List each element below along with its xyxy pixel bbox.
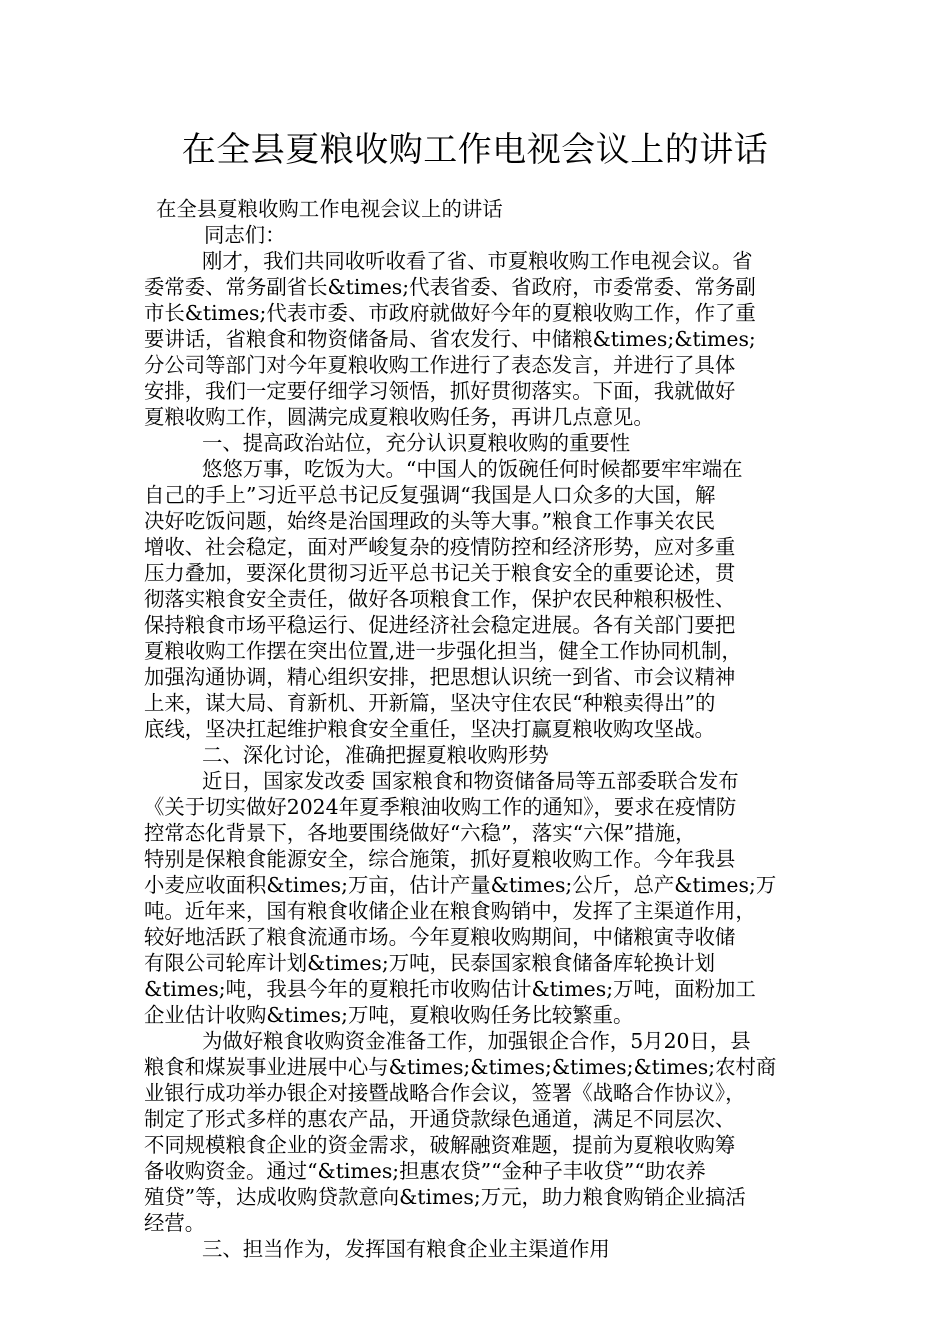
paragraph-list — [144, 248, 810, 1262]
text-line: 不同规模粮食企业的资金需求，破解融资难题，提前为夏粮收购筹 — [144, 1133, 736, 1157]
text-line: 有限公司轮库计划&times;万吨，民泰国家粮食储备库轮换计划 — [144, 951, 715, 975]
text-line: 保持粮食市场平稳运行、促进经济社会稳定进展。各有关部门要把 — [144, 613, 736, 637]
document-title: 在全县夏粮收购工作电视会议上的讲话 — [181, 130, 769, 170]
text-line: 较好地活跃了粮食流通市场。今年夏粮收购期间，中储粮寅寺收储 — [144, 925, 736, 949]
text-line: 彻落实粮食安全责任，做好各项粮食工作，保护农民种粮积极性、 — [144, 587, 736, 611]
text-line: 上来，谋大局、育新机、开新篇，坚决守住农民“种粮卖得出”的 — [144, 691, 716, 715]
text-line: 业银行成功举办银企对接暨战略合作会议，签署《战略合作协议》， — [144, 1081, 746, 1105]
paragraph — [144, 768, 810, 1028]
document-subtitle: 在全县夏粮收购工作电视会议上的讲话 — [156, 197, 503, 221]
text-line: 增收、社会稳定，面对严峻复杂的疫情防控和经济形势，应对多重 — [144, 535, 736, 559]
paragraph — [144, 248, 810, 430]
text-line: 殖贷”等，达成收购贷款意向&times;万元，助力粮食购销企业搞活 — [144, 1185, 746, 1209]
text-line: 二、深化讨论，准确把握夏粮收购形势 — [202, 743, 549, 767]
text-line: 安排，我们一定要仔细学习领悟，抓好贯彻落实。下面，我就做好 — [144, 379, 736, 403]
text-line: 为做好粮食收购资金准备工作，加强银企合作，5月20日，县 — [202, 1029, 751, 1053]
text-line: 悠悠万事，吃饭为大。“中国人的饭碗任何时候都要牢牢端在 — [202, 457, 743, 481]
text-line: 夏粮收购工作，圆满完成夏粮收购任务，再讲几点意见。 — [144, 405, 654, 429]
text-line: 要讲话，省粮食和物资储备局、省农发行、中储粮&times;&times; — [144, 327, 756, 351]
text-line: 加强沟通协调，精心组织安排，把思想认识统一到省、市会议精神 — [144, 665, 736, 689]
text-line: 委常委、常务副省长&times;代表省委、省政府，市委常委、常务副 — [144, 275, 756, 299]
section-heading — [144, 742, 810, 768]
text-line: 近日，国家发改委 国家粮食和物资储备局等五部委联合发布 — [202, 769, 739, 793]
paragraph — [144, 456, 810, 742]
text-line: 一、提高政治站位，充分认识夏粮收购的重要性 — [202, 431, 631, 455]
text-line: 控常态化背景下，各地要围绕做好“六稳”，落实“六保”措施， — [144, 821, 696, 845]
text-line: 压力叠加，要深化贯彻习近平总书记关于粮食安全的重要论述，贯 — [144, 561, 736, 585]
paragraph — [144, 1028, 810, 1236]
text-line: &times;吨，我县今年的夏粮托市收购估计&times;万吨，面粉加工 — [144, 977, 756, 1001]
section-heading — [144, 1236, 810, 1262]
text-line: 夏粮收购工作摆在突出位置,进一步强化担当，健全工作协同机制， — [144, 639, 742, 663]
text-line: 吨。近年来，国有粮食收储企业在粮食购销中，发挥了主渠道作用， — [144, 899, 756, 923]
text-line: 底线，坚决扛起维护粮食安全重任，坚决打赢夏粮收购攻坚战。 — [144, 717, 715, 741]
text-line: 《关于切实做好2024年夏季粮油收购工作的通知》，要求在疫情防 — [144, 795, 737, 819]
document-body — [144, 196, 810, 1262]
text-line: 三、担当作为，发挥国有粮食企业主渠道作用 — [202, 1237, 610, 1261]
text-line: 自己的手上”习近平总书记反复强调“我国是人口众多的大国，解 — [144, 483, 716, 507]
section-heading — [144, 430, 810, 456]
text-line: 决好吃饭问题，始终是治国理政的头等大事。”粮食工作事关农民 — [144, 509, 716, 533]
greeting: 同志们： — [204, 223, 286, 247]
text-line: 市长&times;代表市委、市政府就做好今年的夏粮收购工作，作了重 — [144, 301, 756, 325]
text-line: 特别是保粮食能源安全，综合施策，抓好夏粮收购工作。今年我县 — [144, 847, 736, 871]
text-line: 备收购资金。通过“&times;担惠农贷”“金种子丰收贷”“助农养 — [144, 1159, 706, 1183]
text-line: 粮食和煤炭事业进展中心与&times;&times;&times;&times;农村商 — [144, 1055, 777, 1079]
text-line: 制定了形式多样的惠农产品，开通贷款绿色通道，满足不同层次、 — [144, 1107, 736, 1131]
text-line: 刚才，我们共同收听收看了省、市夏粮收购工作电视会议。省 — [202, 249, 753, 273]
text-line: 分公司等部门对今年夏粮收购工作进行了表态发言，并进行了具体 — [144, 353, 736, 377]
text-line: 经营。 — [144, 1211, 206, 1235]
text-line: 小麦应收面积&times;万亩，估计产量&times;公斤，总产&times;万 — [144, 873, 777, 897]
text-line: 企业估计收购&times;万吨，夏粮收购任务比较繁重。 — [144, 1003, 634, 1027]
